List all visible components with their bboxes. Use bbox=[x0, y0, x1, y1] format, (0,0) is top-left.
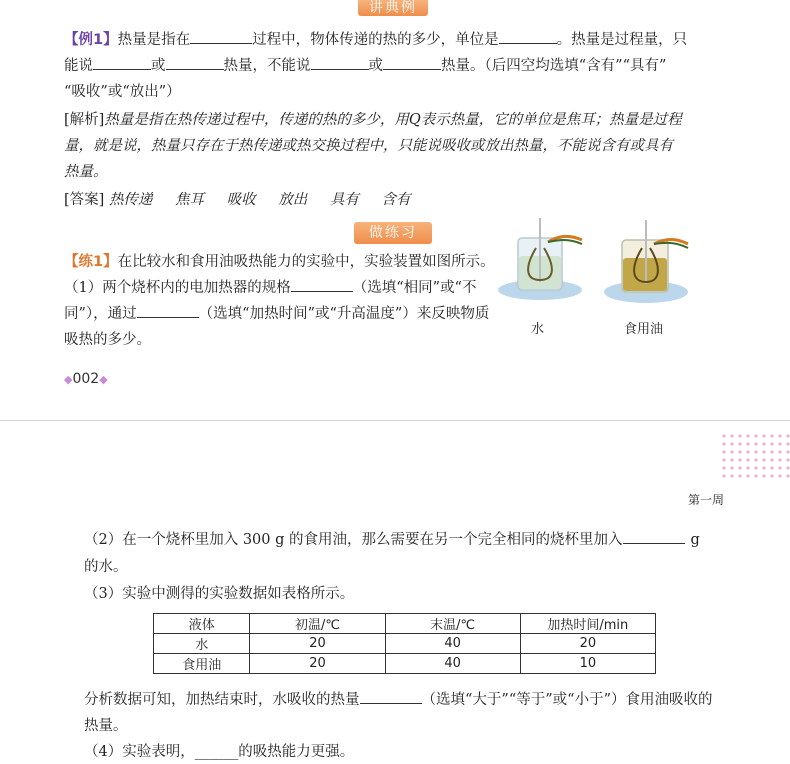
water-caption: 水 bbox=[531, 322, 545, 337]
example-text: 。热量是过程量，只 bbox=[556, 32, 688, 48]
practice-text: （1）两个烧杯内的电加热器的规格 bbox=[64, 280, 291, 296]
unit-text: g bbox=[690, 532, 700, 548]
example-text: 热量是指在 bbox=[117, 32, 191, 48]
example-text: 热量，不能说 bbox=[223, 58, 311, 74]
practice-1-line-1 bbox=[64, 250, 495, 274]
question-2-line-2: 的水。 bbox=[84, 559, 128, 575]
practice-1-line-3 bbox=[64, 302, 489, 326]
answer-item: 含有 bbox=[381, 192, 411, 208]
oil-beaker-illustration bbox=[604, 220, 688, 303]
example-text: 热量。（后四空均选填“含有”“具有” bbox=[441, 58, 667, 74]
page-number bbox=[64, 371, 108, 387]
question-2-line-1 bbox=[84, 528, 700, 552]
answer-blank[interactable] bbox=[360, 689, 422, 704]
page-divider bbox=[0, 420, 790, 421]
practice-1-line-4: 吸热的多少。 bbox=[64, 332, 151, 348]
example-text: 或 bbox=[151, 58, 166, 74]
practice-text: （选填“相同”或“不 bbox=[352, 280, 477, 296]
answer-item: 热传递 bbox=[108, 192, 153, 208]
analysis-line-1 bbox=[64, 108, 682, 132]
example-text: 能说 bbox=[64, 58, 93, 74]
table-cell: 40 bbox=[385, 654, 520, 674]
answer-blank[interactable] bbox=[499, 29, 557, 44]
analysis-line-3: 热量。 bbox=[64, 164, 108, 180]
table-header-cell: 液体 bbox=[154, 614, 250, 634]
lecture-section-header: 讲典例 bbox=[358, 0, 428, 16]
answer-line bbox=[64, 188, 410, 212]
table-cell: 10 bbox=[520, 654, 655, 674]
table-row bbox=[154, 634, 656, 654]
practice-text: 同”），通过 bbox=[64, 306, 137, 322]
answer-blank[interactable] bbox=[190, 29, 252, 44]
oil-caption: 食用油 bbox=[624, 322, 664, 337]
table-cell: 20 bbox=[520, 634, 655, 654]
table-row bbox=[154, 654, 656, 674]
answer-blank[interactable] bbox=[291, 277, 353, 292]
answer-blank[interactable] bbox=[383, 55, 441, 70]
practice-text: 在比较水和食用油吸热能力的实验中，实验装置如图所示。 bbox=[117, 254, 495, 270]
beaker-experiment-photo bbox=[496, 218, 706, 328]
table-header-cell: 初温/℃ bbox=[250, 614, 385, 634]
water-beaker-illustration bbox=[498, 218, 582, 300]
analysis-question-line-2: 热量。 bbox=[84, 718, 128, 734]
question-3-line: （3）实验中测得的实验数据如表格所示。 bbox=[84, 586, 355, 602]
answer-blank[interactable] bbox=[311, 55, 369, 70]
analysis-line-2: 量，就是说，热量只存在于热传递或热交换过程中，只能说吸收或放出热量，不能说含有或具有 bbox=[64, 138, 673, 154]
example-text: 过程中，物体传递的热的多少，单位是 bbox=[252, 32, 499, 48]
table-cell: 20 bbox=[250, 634, 385, 654]
answer-tag: [答案] bbox=[64, 192, 105, 208]
answer-blank[interactable] bbox=[93, 55, 151, 70]
practice-1-line-2 bbox=[64, 276, 476, 300]
analysis-tag: [解析] bbox=[64, 112, 105, 128]
answer-item: 具有 bbox=[329, 192, 359, 208]
practice-section-header: 做练习 bbox=[354, 222, 432, 244]
answer-item: 吸收 bbox=[226, 192, 256, 208]
diamond-icon: ◆ bbox=[99, 373, 108, 386]
question-text: 分析数据可知，加热结束时，水吸收的热量 bbox=[84, 692, 360, 708]
practice-tag: 【练1】 bbox=[64, 254, 118, 270]
decorative-dot-pattern bbox=[720, 432, 790, 482]
answer-blank[interactable] bbox=[137, 303, 199, 318]
cut-off-line: （4）实验表明，______的吸热能力更强。 bbox=[84, 744, 355, 760]
week-label: 第一周 bbox=[688, 493, 725, 507]
table-header-row bbox=[154, 614, 656, 634]
example-text: 或 bbox=[368, 58, 383, 74]
analysis-text: 热量是指在热传递过程中，传递的热的多少，用Q表示热量，它的单位是焦耳；热量是过程 bbox=[104, 112, 682, 128]
answer-blank[interactable] bbox=[623, 529, 685, 544]
example-1-line-3: “吸收”或“放出”） bbox=[64, 84, 181, 100]
question-text: （2）在一个烧杯里加入 300 g 的食用油，那么需要在另一个完全相同的烧杯里加入 bbox=[84, 532, 623, 548]
table-header-cell: 末温/℃ bbox=[385, 614, 520, 634]
page-number-text: 002 bbox=[72, 371, 100, 387]
question-text: （选填“大于”“等于”或“小于”）食用油吸收的 bbox=[421, 692, 713, 708]
practice-text: （选填“加热时间”或“升高温度”）来反映物质 bbox=[198, 306, 490, 322]
table-cell: 水 bbox=[154, 634, 250, 654]
example-tag: 【例1】 bbox=[64, 32, 118, 48]
table-cell: 40 bbox=[385, 634, 520, 654]
table-cell: 食用油 bbox=[154, 654, 250, 674]
answer-item: 焦耳 bbox=[175, 192, 205, 208]
example-1-line-2 bbox=[64, 54, 666, 78]
data-table bbox=[153, 613, 656, 674]
answer-item: 放出 bbox=[278, 192, 308, 208]
table-cell: 20 bbox=[250, 654, 385, 674]
diamond-icon: ◆ bbox=[64, 373, 73, 386]
analysis-question-line-1 bbox=[84, 688, 712, 712]
table-header-cell: 加热时间/min bbox=[520, 614, 655, 634]
answer-blank[interactable] bbox=[166, 55, 224, 70]
example-1-line-1 bbox=[64, 28, 687, 52]
